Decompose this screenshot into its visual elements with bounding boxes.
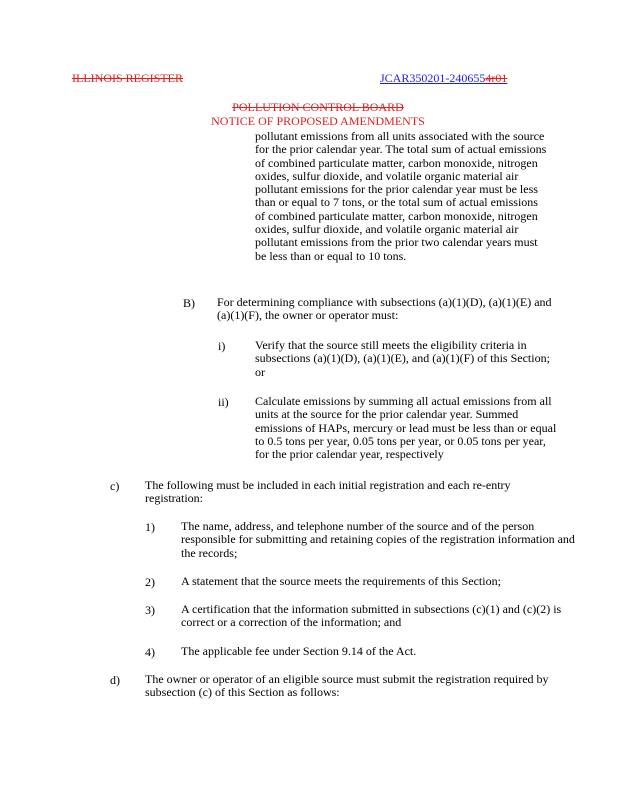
item-ii-label: ii) [218,395,229,409]
item-1-label: 1) [145,520,155,534]
item-i-label: i) [218,339,226,353]
item-ii-text: Calculate emissions by summing all actual emissions from all units at the source for the prior calendar year. Summed emissions of HAPs, mercury or lead must be less than or equal to 0.5 tons per year, 0.05 tons per year, or 0.05 tons per year, for the prior calendar year, respectively [255,394,557,462]
register-header: ILLINOIS REGISTER [72,71,183,85]
section-c-text: The following must be included in each initial registration and each re-entry registration: [145,478,511,506]
item-3-text: A certification that the information submitted in subsections (c)(1) and (c)(2) is correct or a correction of the information; and [181,602,562,630]
jcar-code-suffix: 4r01 [485,71,508,85]
item-2-text: A statement that the source meets the requirements of this Section; [181,574,501,588]
section-b-label: B) [183,296,195,310]
section-d-text: The owner or operator of an eligible source must submit the registration required by subsection (c) of this Section as follows: [145,672,549,700]
jcar-code-main: JCAR350201-240655 [380,71,486,85]
item-4-text: The applicable fee under Section 9.14 of the Act. [181,644,417,658]
notice-title: NOTICE OF PROPOSED AMENDMENTS [211,114,425,128]
item-1-text: The name, address, and telephone number of the source and of the person responsible for submitting and retaining copies of the registration information and the records; [181,519,575,560]
board-title: POLLUTION CONTROL BOARD [232,100,404,114]
section-c-label: c) [110,479,120,493]
item-2-label: 2) [145,575,155,589]
section-b-text: For determining compliance with subsections (a)(1)(D), (a)(1)(E) and (a)(1)(F), the owner or operator must: [217,295,552,323]
item-i-text: Verify that the source still meets the eligibility criteria in subsections (a)(1)(D), (a)(1)(E), and (a)(1)(F) of this Section; or [255,338,550,379]
jcar-code [380,71,507,86]
continuation-paragraph: pollutant emissions from all units associated with the source for the prior calendar year. The total sum of actual emissions of combined particulate matter, carbon monoxide, nitrogen oxides, sulfur dioxide, and volatile organic material air pollutant emissions for the prior calendar year must be less than or equal to 7 tons, or the total sum of actual emissions of combined particulate matter, carbon monoxide, nitrogen oxides, sulfur dioxide, and volatile organic material air pollutant emissions from the prior two calendar years must be less than or equal to 10 tons. [255,129,547,263]
item-4-label: 4) [145,645,155,659]
item-3-label: 3) [145,603,155,617]
section-d-label: d) [110,673,120,687]
